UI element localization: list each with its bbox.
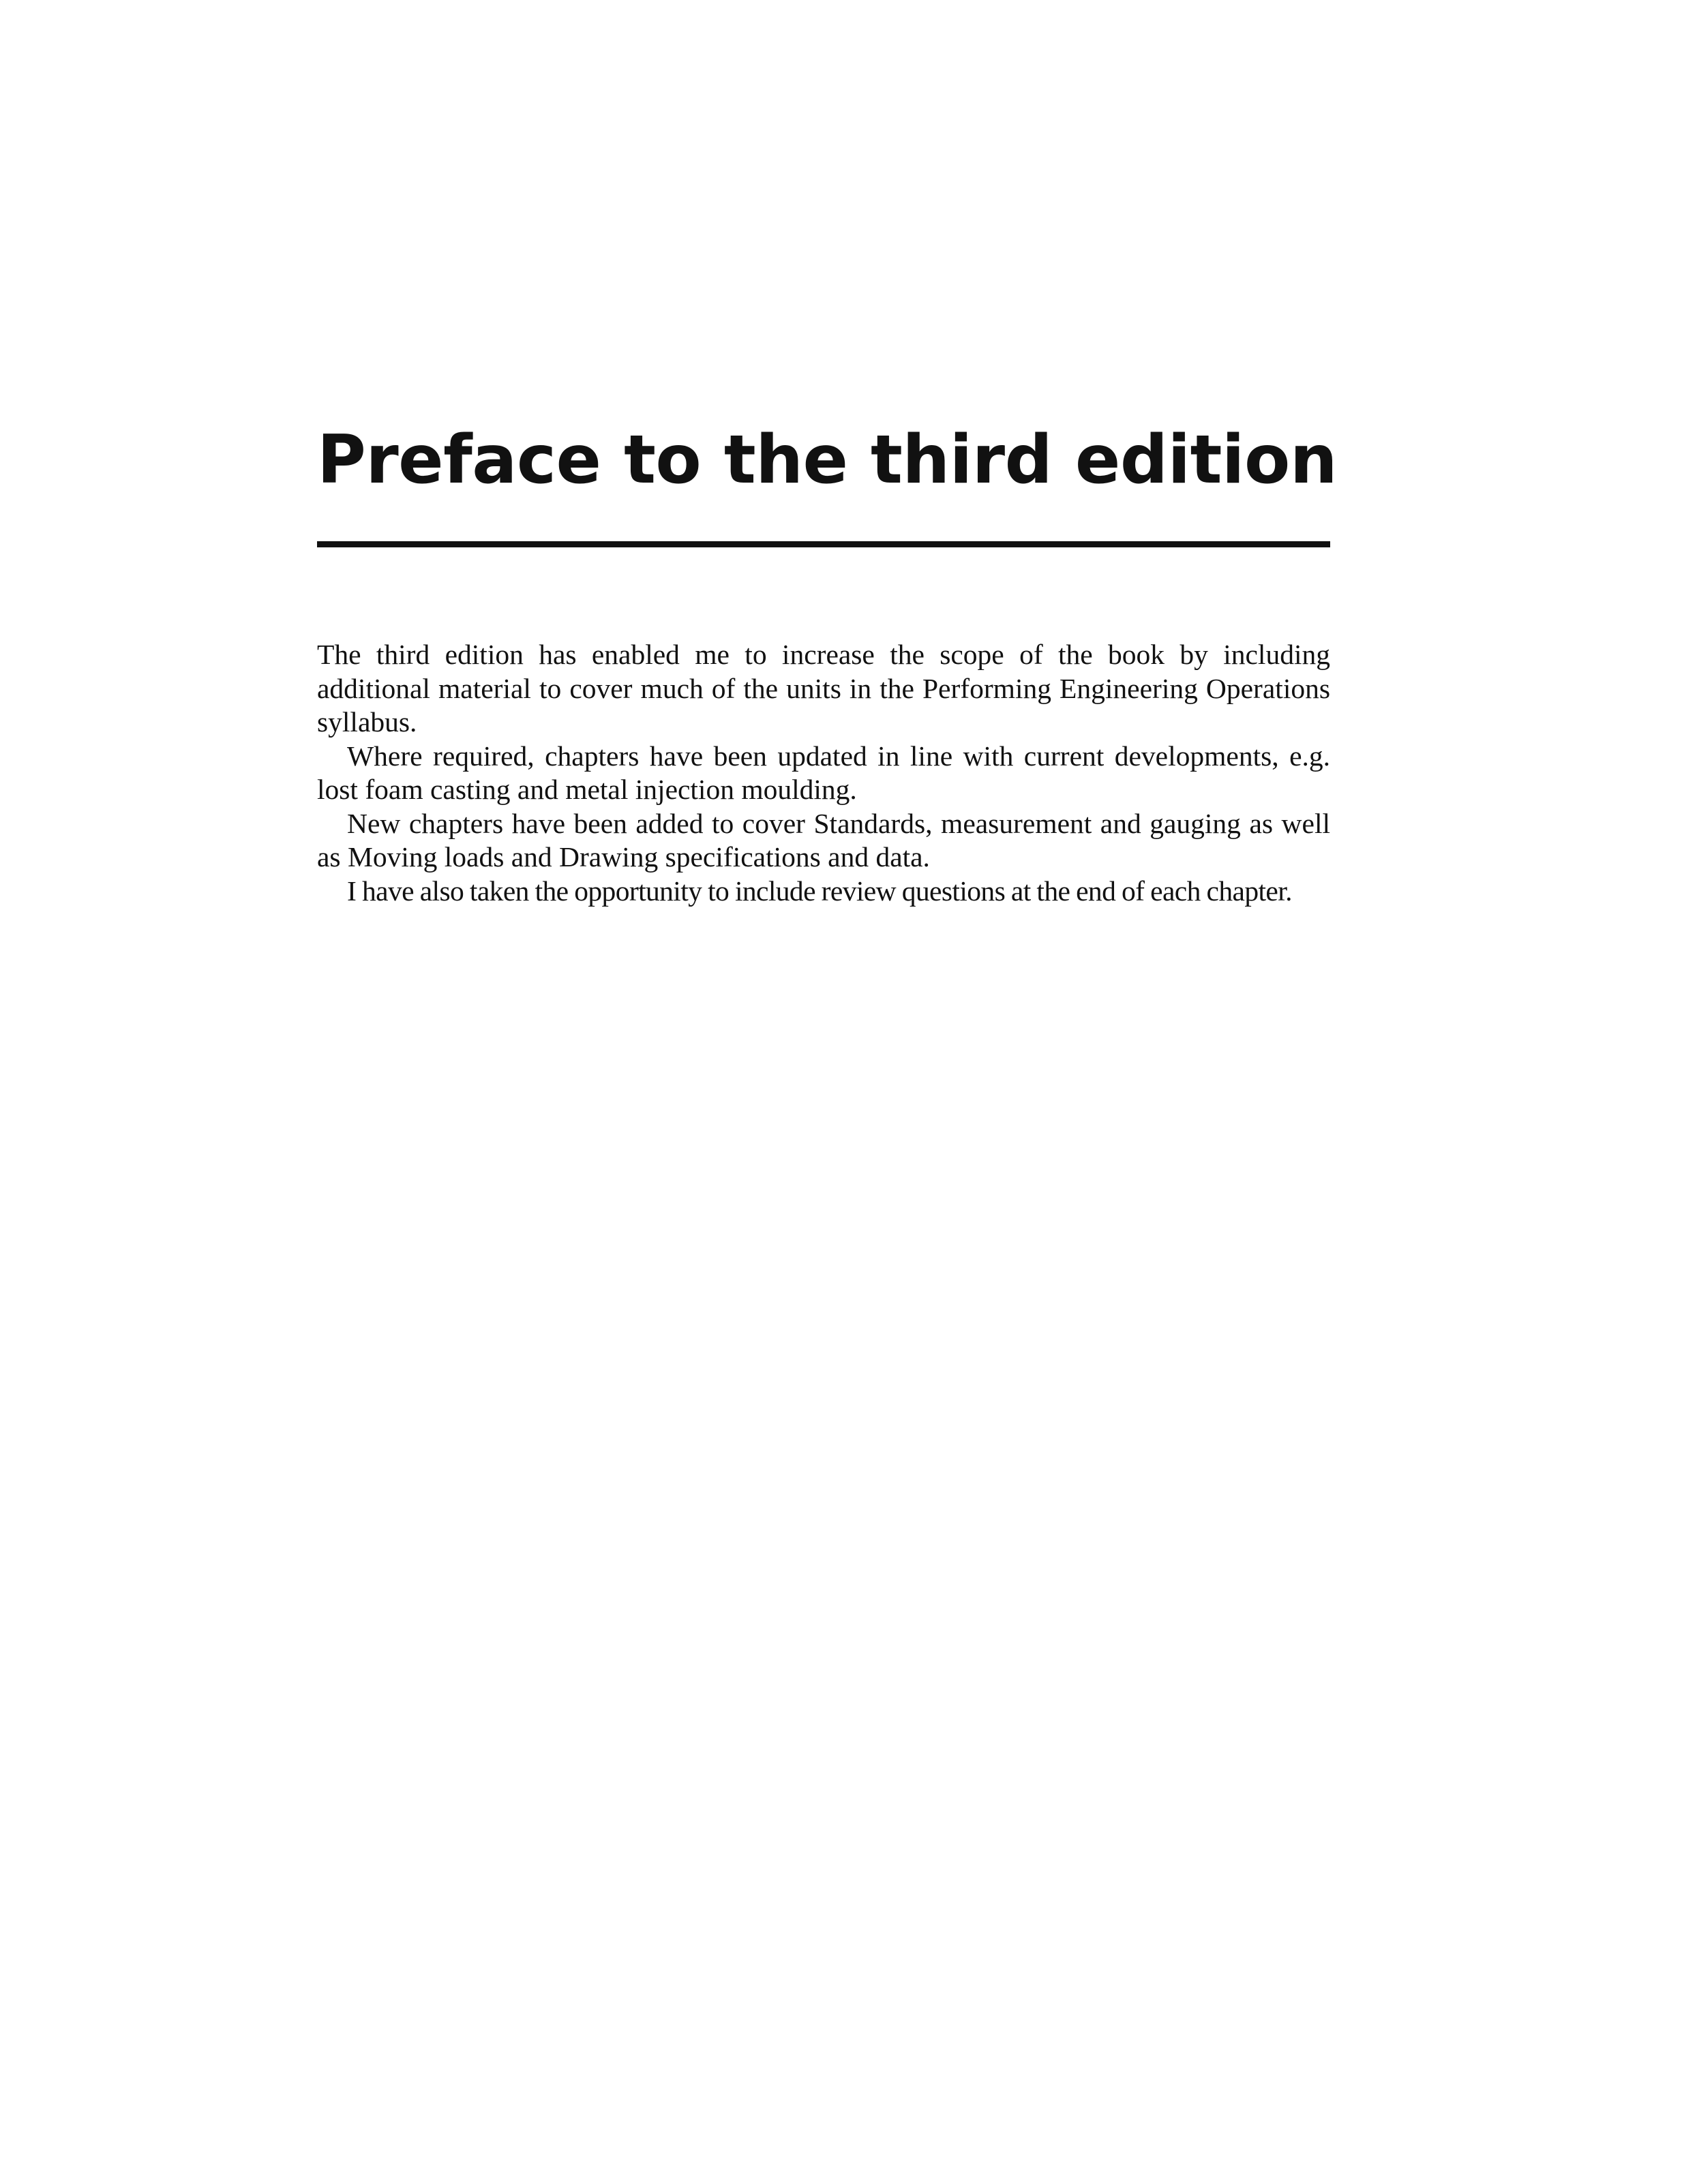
page-title: Preface to the third edition <box>317 421 1338 499</box>
paragraph-2: Where required, chapters have been updated in line with current developments, e.g. lost foam casting and metal injection moulding. <box>317 740 1330 805</box>
paragraph-1: The third edition has enabled me to increase the scope of the book by including additional material to cover much of the units in the Performing Engineering Operations syllabus. <box>317 639 1330 738</box>
paragraph-4: I have also taken the opportunity to include review questions at the end of each chapter. <box>347 875 1292 907</box>
preface-body <box>317 638 1330 908</box>
title-divider <box>317 541 1330 547</box>
paragraph-3: New chapters have been added to cover Standards, measurement and gauging as well as Moving loads and Drawing specifications and data. <box>317 807 1330 873</box>
